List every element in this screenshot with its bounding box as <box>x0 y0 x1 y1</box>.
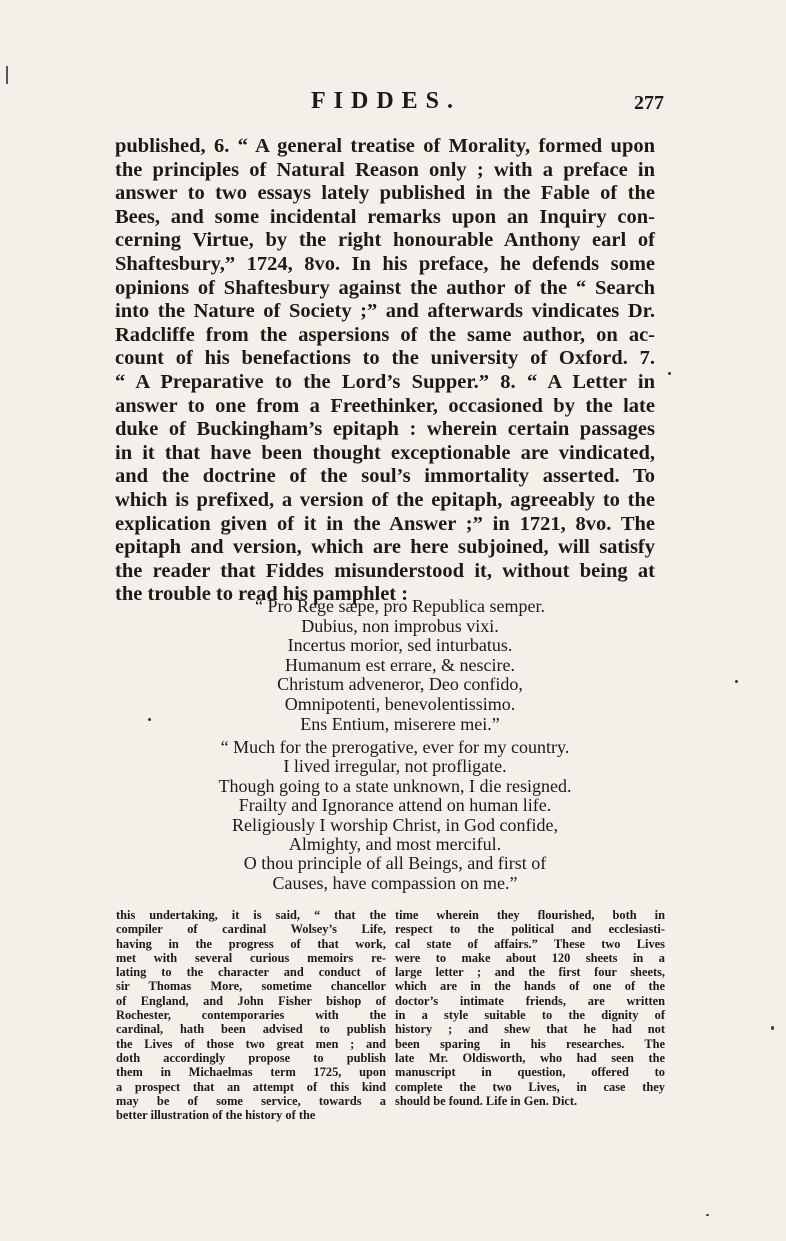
english-line: O thou principle of all Beings, and first of <box>243 853 547 874</box>
footnote-line: this undertaking, it is said, “ that the <box>116 908 386 922</box>
footnote-line: them in Michaelmas term 1725, upon <box>116 1065 386 1080</box>
running-title: FIDDES. <box>310 88 462 114</box>
body-line: count of his benefactions to the university of Oxford. 7. <box>115 347 655 370</box>
latin-line: “ Pro Rege sæpe, pro Republica semper. <box>255 596 545 616</box>
latin-line: Ens Entium, miserere mei.” <box>300 713 500 734</box>
latin-line: Dubius, non improbus vixi. <box>301 615 499 636</box>
body-line: which is prefixed, a version of the epitaph, agreeably to the <box>115 488 655 511</box>
latin-epitaph <box>170 597 630 734</box>
footnote-line: cal state of affairs.” These two Lives <box>395 936 665 951</box>
paper-speck <box>771 1026 774 1030</box>
body-line: answer to two essays lately published in the Fable of the <box>115 182 655 205</box>
footnote-line: doctor’s intimate friends, are written <box>395 993 665 1008</box>
english-line: I lived irregular, not profligate. <box>283 756 507 777</box>
footnote-line: which are in the hands of one of the <box>395 979 665 994</box>
english-version <box>150 738 640 893</box>
paper-speck <box>706 1214 709 1216</box>
english-line: Causes, have compassion on me.” <box>272 872 518 893</box>
page-number: 277 <box>634 92 664 114</box>
body-line: explication given of it in the Answer ;” in 1721, 8vo. The <box>115 512 655 535</box>
paper-speck <box>735 680 738 683</box>
latin-line: Christum adveneror, Deo confido, <box>277 674 523 695</box>
footnote-line: should be found. Life in Gen. Dict. <box>395 1093 578 1108</box>
footnote-line: Rochester, contemporaries with the <box>116 1008 386 1023</box>
latin-line: Incertus morior, sed inturbatus. <box>287 635 513 656</box>
english-line: Almighty, and most merciful. <box>288 834 502 855</box>
main-paragraph <box>115 135 655 607</box>
footnote-line: sir Thomas More, sometime chancellor <box>116 979 386 994</box>
footnote-line: history ; and shew that he had not <box>395 1022 665 1037</box>
body-line: the principles of Natural Reason only ; with a preface in <box>115 158 655 181</box>
body-line: in it that have been thought exceptionable are vindicated, <box>115 441 655 464</box>
footnote-line: compiler of cardinal Wolsey’s Life, <box>116 922 386 937</box>
footnote-line: complete the two Lives, in case they <box>395 1079 665 1094</box>
footnote-line: cardinal, hath been advised to publish <box>116 1022 386 1037</box>
footnote-line: time wherein they flourished, both in <box>395 908 665 922</box>
footnote-line: manuscript in question, offered to <box>395 1065 665 1080</box>
body-line: opinions of Shaftesbury against the author of the “ Search <box>115 276 655 299</box>
body-line: Shaftesbury,” 1724, 8vo. In his preface, he defends some <box>115 252 655 275</box>
footnote-line: respect to the political and ecclesiasti- <box>395 922 665 937</box>
footnote-right-column <box>395 908 665 1108</box>
english-line: Religiously I worship Christ, in God confide, <box>232 814 558 835</box>
body-line: published, 6. “ A general treatise of Morality, formed upon <box>115 135 655 157</box>
paper-speck <box>668 372 671 375</box>
footnote-line: been sparing in his researches. The <box>395 1036 665 1051</box>
footnote-line: doth accordingly propose to publish <box>116 1050 386 1065</box>
body-line: the trouble to read his pamphlet : <box>115 583 409 606</box>
footnote-line: of England, and John Fisher bishop of <box>116 993 386 1008</box>
body-line: duke of Buckingham’s epitaph : wherein certain passages <box>115 418 655 441</box>
footnote-line: may be of some service, towards a <box>116 1093 386 1108</box>
footnote-line: a prospect that an attempt of this kind <box>116 1079 386 1094</box>
body-line: Radcliffe from the aspersions of the same author, on ac- <box>115 323 655 346</box>
english-line: Though going to a state unknown, I die resigned. <box>218 775 572 796</box>
footnote-line: met with several curious memoirs re- <box>116 950 386 965</box>
body-line: into the Nature of Society ;” and afterwards vindicates Dr. <box>115 300 655 323</box>
latin-line: Omnipotenti, benevolentissimo. <box>284 693 516 714</box>
body-line: and the doctrine of the soul’s immortality asserted. To <box>115 465 655 488</box>
body-line: Bees, and some incidental remarks upon an Inquiry con- <box>115 205 655 228</box>
margin-scratch <box>6 66 8 84</box>
footnote-line: large letter ; and the first four sheets, <box>395 965 665 980</box>
body-line: cerning Virtue, by the right honourable Anthony earl of <box>115 229 655 252</box>
paper-speck <box>148 718 151 721</box>
body-line: answer to one from a Freethinker, occasioned by the late <box>115 394 655 417</box>
running-header <box>112 88 664 120</box>
latin-line: Humanum est errare, & nescire. <box>285 654 515 675</box>
body-line: epitaph and version, which are here subjoined, will satisfy <box>115 536 655 559</box>
footnote-line: late Mr. Oldisworth, who had seen the <box>395 1050 665 1065</box>
footnote-left-column <box>116 908 386 1122</box>
english-line: Frailty and Ignorance attend on human life. <box>238 795 552 816</box>
footnote-line: better illustration of the history of the <box>116 1108 316 1123</box>
footnote-line: the Lives of those two great men ; and <box>116 1036 386 1051</box>
body-line: “ A Preparative to the Lord’s Supper.” 8. “ A Letter in <box>115 370 655 393</box>
english-line: “ Much for the prerogative, ever for my country. <box>220 737 570 757</box>
footnote-line: having in the progress of that work, <box>116 936 386 951</box>
footnote-line: were to make about 120 sheets in a <box>395 950 665 965</box>
body-line: the reader that Fiddes misunderstood it, without being at <box>115 559 655 582</box>
footnote-line: lating to the character and conduct of <box>116 965 386 980</box>
footnote-line: in a style suitable to the dignity of <box>395 1008 665 1023</box>
